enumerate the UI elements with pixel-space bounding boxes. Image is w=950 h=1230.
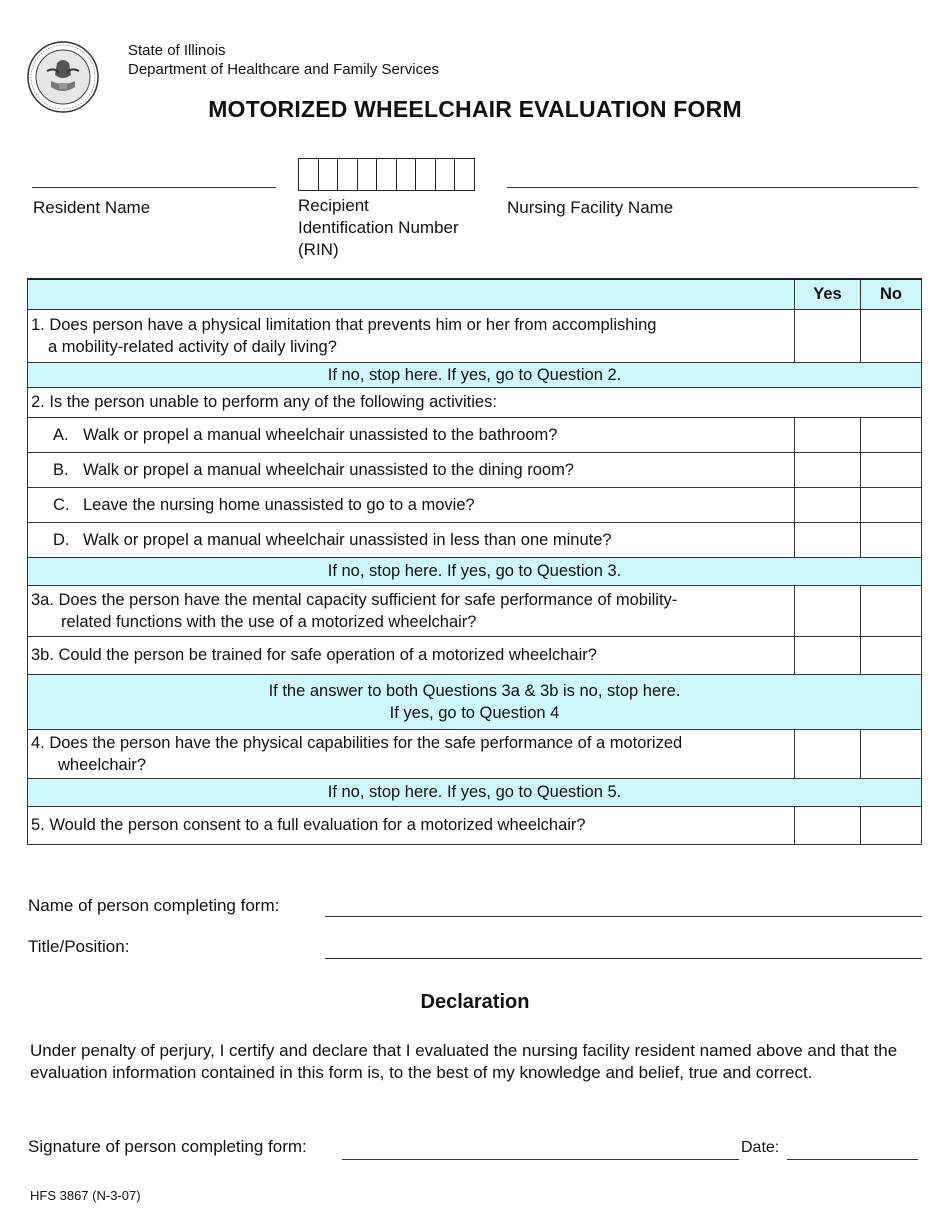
rin-digit-box[interactable] <box>377 159 397 190</box>
question-line: wheelchair? <box>58 756 147 774</box>
q4-yes-checkbox[interactable] <box>795 730 861 779</box>
q1-no-checkbox[interactable] <box>861 310 922 363</box>
no-column-header: No <box>861 279 922 310</box>
state-name: State of Illinois <box>128 42 226 59</box>
question-3a <box>28 586 795 637</box>
question-line: 3a. Does the person have the mental capacity sufficient for safe performance of mobility- <box>31 591 678 609</box>
item-letter: B. <box>53 460 69 479</box>
table-row <box>28 586 922 637</box>
table-row <box>28 637 922 675</box>
rin-label-line: Recipient <box>298 196 369 215</box>
declaration-text: Under penalty of perjury, I certify and declare that I evaluated the nursing facility resident named above and that the evaluation information contained in this form is, to the best of my knowledge and belief, true and correct. <box>30 1041 898 1082</box>
table-row <box>28 418 922 453</box>
resident-name-input[interactable] <box>32 187 276 188</box>
question-2d <box>28 523 795 558</box>
instruction-4: If no, stop here. If yes, go to Question 5. <box>28 779 922 807</box>
date-label: Date: <box>741 1139 780 1156</box>
rin-digit-box[interactable] <box>338 159 358 190</box>
date-input[interactable] <box>787 1159 918 1160</box>
q2c-yes-checkbox[interactable] <box>795 488 861 523</box>
instruction-row <box>28 779 922 807</box>
item-letter: C. <box>53 495 70 514</box>
question-2c <box>28 488 795 523</box>
table-row <box>28 453 922 488</box>
department-name: Department of Healthcare and Family Services <box>128 61 439 78</box>
rin-digit-box[interactable] <box>455 159 475 190</box>
item-text: Walk or propel a manual wheelchair unassisted to the bathroom? <box>83 425 558 444</box>
completer-name-label: Name of person completing form: <box>28 896 280 915</box>
question-line: 4. Does the person have the physical capabilities for the safe performance of a motorized <box>31 734 683 752</box>
form-title: MOTORIZED WHEELCHAIR EVALUATION FORM <box>208 96 742 122</box>
item-text: Leave the nursing home unassisted to go to a movie? <box>83 495 475 514</box>
question-line: a mobility-related activity of daily living? <box>48 338 337 356</box>
item-letter: D. <box>53 530 70 549</box>
q4-no-checkbox[interactable] <box>861 730 922 779</box>
q2b-yes-checkbox[interactable] <box>795 453 861 488</box>
q3b-yes-checkbox[interactable] <box>795 637 861 675</box>
facility-name-input[interactable] <box>507 187 918 188</box>
table-row <box>28 388 922 418</box>
item-text: Walk or propel a manual wheelchair unassisted in less than one minute? <box>83 530 612 549</box>
q3b-no-checkbox[interactable] <box>861 637 922 675</box>
instruction-row <box>28 675 922 730</box>
table-row <box>28 730 922 779</box>
agency-header <box>128 41 439 79</box>
facility-name-label: Nursing Facility Name <box>507 198 674 217</box>
resident-name-label: Resident Name <box>33 198 151 217</box>
rin-digit-box[interactable] <box>358 159 378 190</box>
question-4 <box>28 730 795 779</box>
title-position-label: Title/Position: <box>28 937 130 956</box>
declaration-title: Declaration <box>420 991 530 1013</box>
table-row <box>28 310 922 363</box>
q2a-yes-checkbox[interactable] <box>795 418 861 453</box>
rin-label-line: (RIN) <box>298 240 339 259</box>
form-number: HFS 3867 (N-3-07) <box>30 1188 141 1203</box>
rin-digit-box[interactable] <box>436 159 456 190</box>
q5-yes-checkbox[interactable] <box>795 807 861 845</box>
instruction-row <box>28 558 922 586</box>
rin-label <box>298 195 459 261</box>
question-5: 5. Would the person consent to a full evaluation for a motorized wheelchair? <box>28 807 795 845</box>
signature-label: Signature of person completing form: <box>28 1137 307 1156</box>
q2d-no-checkbox[interactable] <box>861 523 922 558</box>
q2d-yes-checkbox[interactable] <box>795 523 861 558</box>
questions-table <box>27 278 922 845</box>
instruction-3 <box>28 675 922 730</box>
question-2b <box>28 453 795 488</box>
table-row <box>28 488 922 523</box>
q2c-no-checkbox[interactable] <box>861 488 922 523</box>
question-2: 2. Is the person unable to perform any of the following activities: <box>28 388 922 418</box>
rin-digit-box[interactable] <box>299 159 319 190</box>
instruction-line: If the answer to both Questions 3a & 3b is no, stop here. <box>268 682 681 700</box>
instruction-2: If no, stop here. If yes, go to Question 3. <box>28 558 922 586</box>
rin-label-line: Identification Number <box>298 218 459 237</box>
q3a-no-checkbox[interactable] <box>861 586 922 637</box>
yes-column-header: Yes <box>795 279 861 310</box>
item-letter: A. <box>53 425 69 444</box>
question-3b: 3b. Could the person be trained for safe operation of a motorized wheelchair? <box>28 637 795 675</box>
completer-name-input[interactable] <box>325 916 922 917</box>
q2b-no-checkbox[interactable] <box>861 453 922 488</box>
signature-input[interactable] <box>342 1159 739 1160</box>
instruction-line: If yes, go to Question 4 <box>389 704 560 722</box>
rin-digit-box[interactable] <box>416 159 436 190</box>
table-row <box>28 807 922 845</box>
question-2a <box>28 418 795 453</box>
rin-input[interactable] <box>298 158 475 191</box>
table-row <box>28 523 922 558</box>
header-blank-cell <box>28 279 795 310</box>
instruction-row <box>28 363 922 388</box>
instruction-1: If no, stop here. If yes, go to Question 2. <box>28 363 922 388</box>
item-text: Walk or propel a manual wheelchair unassisted to the dining room? <box>83 460 574 479</box>
table-header-row <box>28 279 922 310</box>
rin-digit-box[interactable] <box>397 159 417 190</box>
q3a-yes-checkbox[interactable] <box>795 586 861 637</box>
q1-yes-checkbox[interactable] <box>795 310 861 363</box>
title-position-input[interactable] <box>325 958 922 959</box>
question-line: 1. Does person have a physical limitation that prevents him or her from accomplishing <box>31 316 657 334</box>
rin-digit-box[interactable] <box>319 159 339 190</box>
question-line: related functions with the use of a motorized wheelchair? <box>61 613 477 631</box>
q2a-no-checkbox[interactable] <box>861 418 922 453</box>
q5-no-checkbox[interactable] <box>861 807 922 845</box>
question-1 <box>28 310 795 363</box>
